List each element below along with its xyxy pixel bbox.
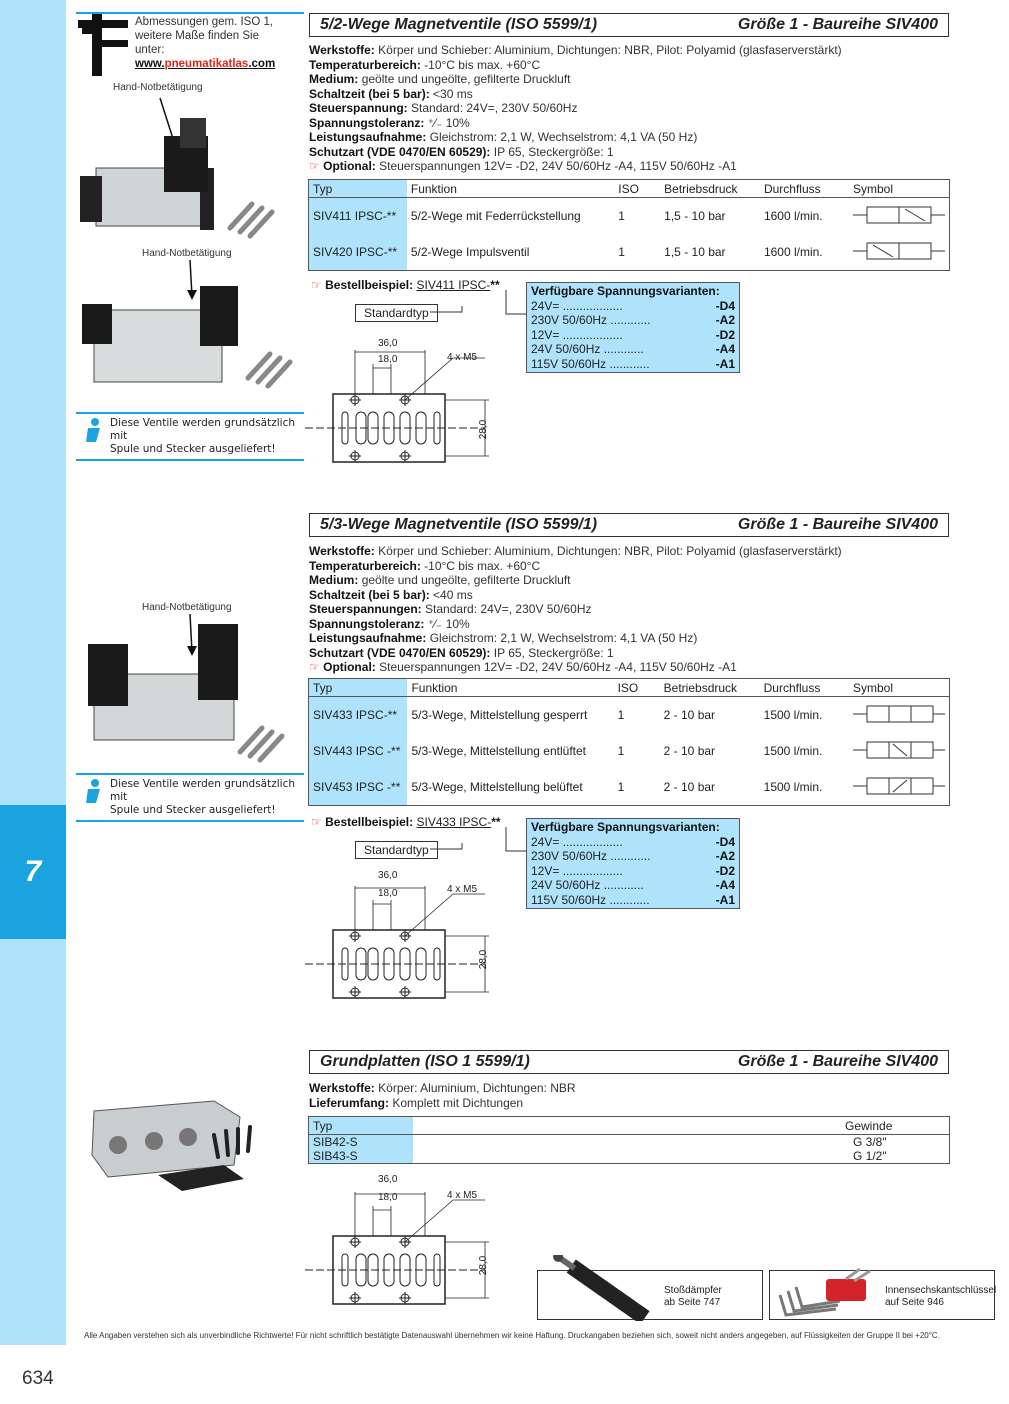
- valve-image: [80, 260, 300, 390]
- section-series: Größe 1 - Baureihe SIV400: [737, 16, 938, 33]
- dim-width: 36,0: [378, 870, 398, 881]
- section-title: 5/2-Wege Magnetventile (ISO 5599/1): [320, 16, 598, 33]
- table-row[interactable]: SIV433 IPSC-** 5/3-Wege, Mittelstellung gesperrt 1 2 - 10 bar 1500 l/min.: [309, 697, 950, 734]
- table-row[interactable]: SIV420 IPSC-** 5/2-Wege Impulsventil 1 1,5 - 10 bar 1600 l/min.: [309, 234, 950, 271]
- footnote: Alle Angaben verstehen sich als unverbindliche Richtwerte! Für nicht schriftlich bestätigte Datenauswahl übernehmen wir keine Haftung. Druckangaben beziehen sich, soweit nicht anders angegeben, auf Flüssigkeiten der Gruppe II bei +20°C.: [84, 1331, 940, 1340]
- valve-symbol-icon: [853, 738, 945, 762]
- table-row[interactable]: SIV443 IPSC -** 5/3-Wege, Mittelstellung entlüftet 1 2 - 10 bar 1500 l/min.: [309, 733, 950, 769]
- page-number: 634: [22, 1368, 54, 1389]
- section-series: Größe 1 - Baureihe SIV400: [737, 1053, 938, 1070]
- info-line: Spule und Stecker ausgeliefert!: [110, 804, 276, 816]
- table-row[interactable]: SIB43-S G 1/2": [309, 1149, 950, 1164]
- note-line: Abmessungen gem. ISO 1,: [135, 16, 274, 28]
- section-header: [309, 1050, 949, 1074]
- dim-height: 28,0: [478, 949, 490, 970]
- spec-list: Werkstoffe: Körper und Schieber: Aluminium, Dichtungen: NBR, Pilot: Polyamid (glasfaserverstärkt) Temperaturbereich: -10°C bis max. +60°C Medium: geölte und ungeölte, gefilterte Druckluft Schaltzeit (bei 5 bar): <30 ms Steuerspannung: Standard: 24V=, 230V 50/60Hz Spannungstoleranz: ⁺⁄₋ 10% Leistungsaufnahme: Gleichstrom: 2,1 W, Wechselstrom: 4,1 VA (50 Hz) Schutzart (VDE 0470/EN 60529): IP 65, Steckergröße: 1 ☞ Optional: Steuerspannungen 12V= -D2, 24V 50/60Hz -A4, 115V 50/60Hz -A1: [309, 43, 842, 173]
- table-row[interactable]: SIV453 IPSC -** 5/3-Wege, Mittelstellung belüftet 1 2 - 10 bar 1500 l/min.: [309, 769, 950, 806]
- shock-absorber-link[interactable]: Stoßdämpfer ab Seite 747: [537, 1270, 763, 1320]
- section-title: 5/3-Wege Magnetventile (ISO 5599/1): [320, 516, 598, 533]
- hand-pointer-icon: ☞: [309, 660, 320, 674]
- standard-type-box: Standardtyp: [355, 304, 438, 322]
- hand-pointer-icon: ☞: [309, 159, 320, 173]
- note-line: weitere Maße finden Sie: [135, 30, 260, 42]
- dim-pitch: 18,0: [378, 1192, 398, 1203]
- spec-list: Werkstoffe: Körper und Schieber: Aluminium, Dichtungen: NBR, Pilot: Polyamid (glasfaserverstärkt) Temperaturbereich: -10°C bis max. +60°C Medium: geölte und ungeölte, gefilterte Druckluft Schaltzeit (bei 5 bar): <40 ms Steuerspannungen: Standard: 24V=, 230V 50/60Hz Spannungstoleranz: ⁺⁄₋ 10% Leistungsaufnahme: Gleichstrom: 2,1 W, Wechselstrom: 4,1 VA (50 Hz) Schutzart (VDE 0470/EN 60529): IP 65, Steckergröße: 1 ☞ Optional: Steuerspannungen 12V= -D2, 24V 50/60Hz -A4, 115V 50/60Hz -A1: [309, 544, 842, 674]
- baseplate-image: [84, 1095, 254, 1195]
- section-header: [309, 13, 949, 37]
- valve-image: [80, 96, 300, 246]
- section-title: Grundplatten (ISO 1 5599/1): [320, 1053, 530, 1070]
- section-series: Größe 1 - Baureihe SIV400: [737, 516, 938, 533]
- table-row[interactable]: SIB42-S G 3/8": [309, 1135, 950, 1150]
- hex-key-image: [776, 1265, 886, 1319]
- info-icon: [84, 779, 102, 803]
- order-connector: [430, 827, 530, 857]
- valve-symbol-icon: [853, 239, 945, 263]
- baseplate-table: Typ Gewinde SIB42-S G 3/8" SIB43-S G 1/2": [308, 1116, 950, 1164]
- info-line: Spule und Stecker ausgeliefert!: [110, 443, 276, 455]
- dimension-note: [135, 15, 275, 71]
- voltage-variants-box: Verfügbare Spannungsvarianten: 24V= .................. -D4 230V 50/60Hz ............ -A2 12V= .................. -D2 24V 50/60Hz ............ -A4 115V 50/60Hz ............ -A1: [526, 818, 740, 909]
- product-table: Typ Funktion ISO Betriebsdruck Durchfluss Symbol SIV411 IPSC-** 5/2-Wege mit Federrückstellung 1 1,5 - 10 bar 1600 l/min. SIV420 IPSC-** 5/2-Wege Impulsventil 1 1,5 - 10 bar 1600 l/min.: [308, 179, 950, 271]
- dim-holes: 4 x M5: [447, 1190, 478, 1201]
- voltage-variants-box: Verfügbare Spannungsvarianten: 24V= .................. -D4 230V 50/60Hz ............ -A2 12V= .................. -D2 24V 50/60Hz ............ -A4 115V 50/60Hz ............ -A1: [526, 282, 740, 373]
- info-line: Diese Ventile werden grundsätzlich mit: [110, 417, 296, 442]
- info-icon: [84, 418, 102, 442]
- hex-key-link[interactable]: Innensechskantschlüssel auf Seite 946: [769, 1270, 995, 1320]
- dim-width: 36,0: [378, 1174, 398, 1185]
- valve-image: [80, 614, 300, 764]
- section-header: [309, 513, 949, 537]
- hand-override-label: Hand-Notbetätigung: [142, 248, 232, 259]
- valve-symbol-icon: [853, 203, 945, 227]
- dim-height: 28,0: [478, 1255, 490, 1276]
- chapter-tab[interactable]: 7: [0, 805, 66, 939]
- dim-pitch: 18,0: [378, 888, 398, 899]
- hand-pointer-icon: ☞: [311, 278, 322, 292]
- shock-absorber-image: [544, 1255, 674, 1321]
- order-connector: [430, 290, 530, 320]
- valve-symbol-icon: [853, 702, 945, 726]
- info-note: [76, 412, 304, 461]
- hand-override-label: Hand-Notbetätigung: [113, 82, 203, 93]
- info-note: [76, 773, 304, 822]
- product-table: Typ Funktion ISO Betriebsdruck Durchfluss Symbol SIV433 IPSC-** 5/3-Wege, Mittelstellung gesperrt 1 2 - 10 bar 1500 l/min. SIV443 IPSC -** 5/3-Wege, Mittelstellung entlüftet 1 2 - 10 bar 1500 l/min. SIV453 IPSC -** 5/3-Wege, Mittelstellung belüftet 1 2 - 10 bar 1500 l/min.: [308, 678, 950, 806]
- dim-pitch: 18,0: [378, 354, 398, 365]
- valve-symbol-icon: [853, 774, 945, 798]
- dim-holes: 4 x M5: [447, 884, 478, 895]
- caliper-icon: [78, 14, 132, 76]
- order-example: ☞ Bestellbeispiel: SIV433 IPSC-**: [311, 815, 501, 829]
- order-example: ☞ Bestellbeispiel: SIV411 IPSC-**: [311, 278, 500, 292]
- dim-holes: 4 x M5: [447, 352, 478, 363]
- table-row[interactable]: SIV411 IPSC-** 5/2-Wege mit Federrückstellung 1 1,5 - 10 bar 1600 l/min.: [309, 198, 950, 235]
- hand-pointer-icon: ☞: [311, 815, 322, 829]
- dim-height: 28,0: [478, 419, 490, 440]
- hand-override-label: Hand-Notbetätigung: [142, 602, 232, 613]
- sidebar-strip: [0, 0, 66, 1345]
- website-link[interactable]: www.pneumatikatlas.com: [135, 58, 276, 70]
- info-line: Diese Ventile werden grundsätzlich mit: [110, 778, 296, 803]
- dim-width: 36,0: [378, 338, 398, 349]
- standard-type-box: Standardtyp: [355, 841, 438, 859]
- note-line: unter:: [135, 44, 165, 56]
- spec-list: Werkstoffe: Körper: Aluminium, Dichtungen: NBR Lieferumfang: Komplett mit Dichtungen: [309, 1081, 576, 1110]
